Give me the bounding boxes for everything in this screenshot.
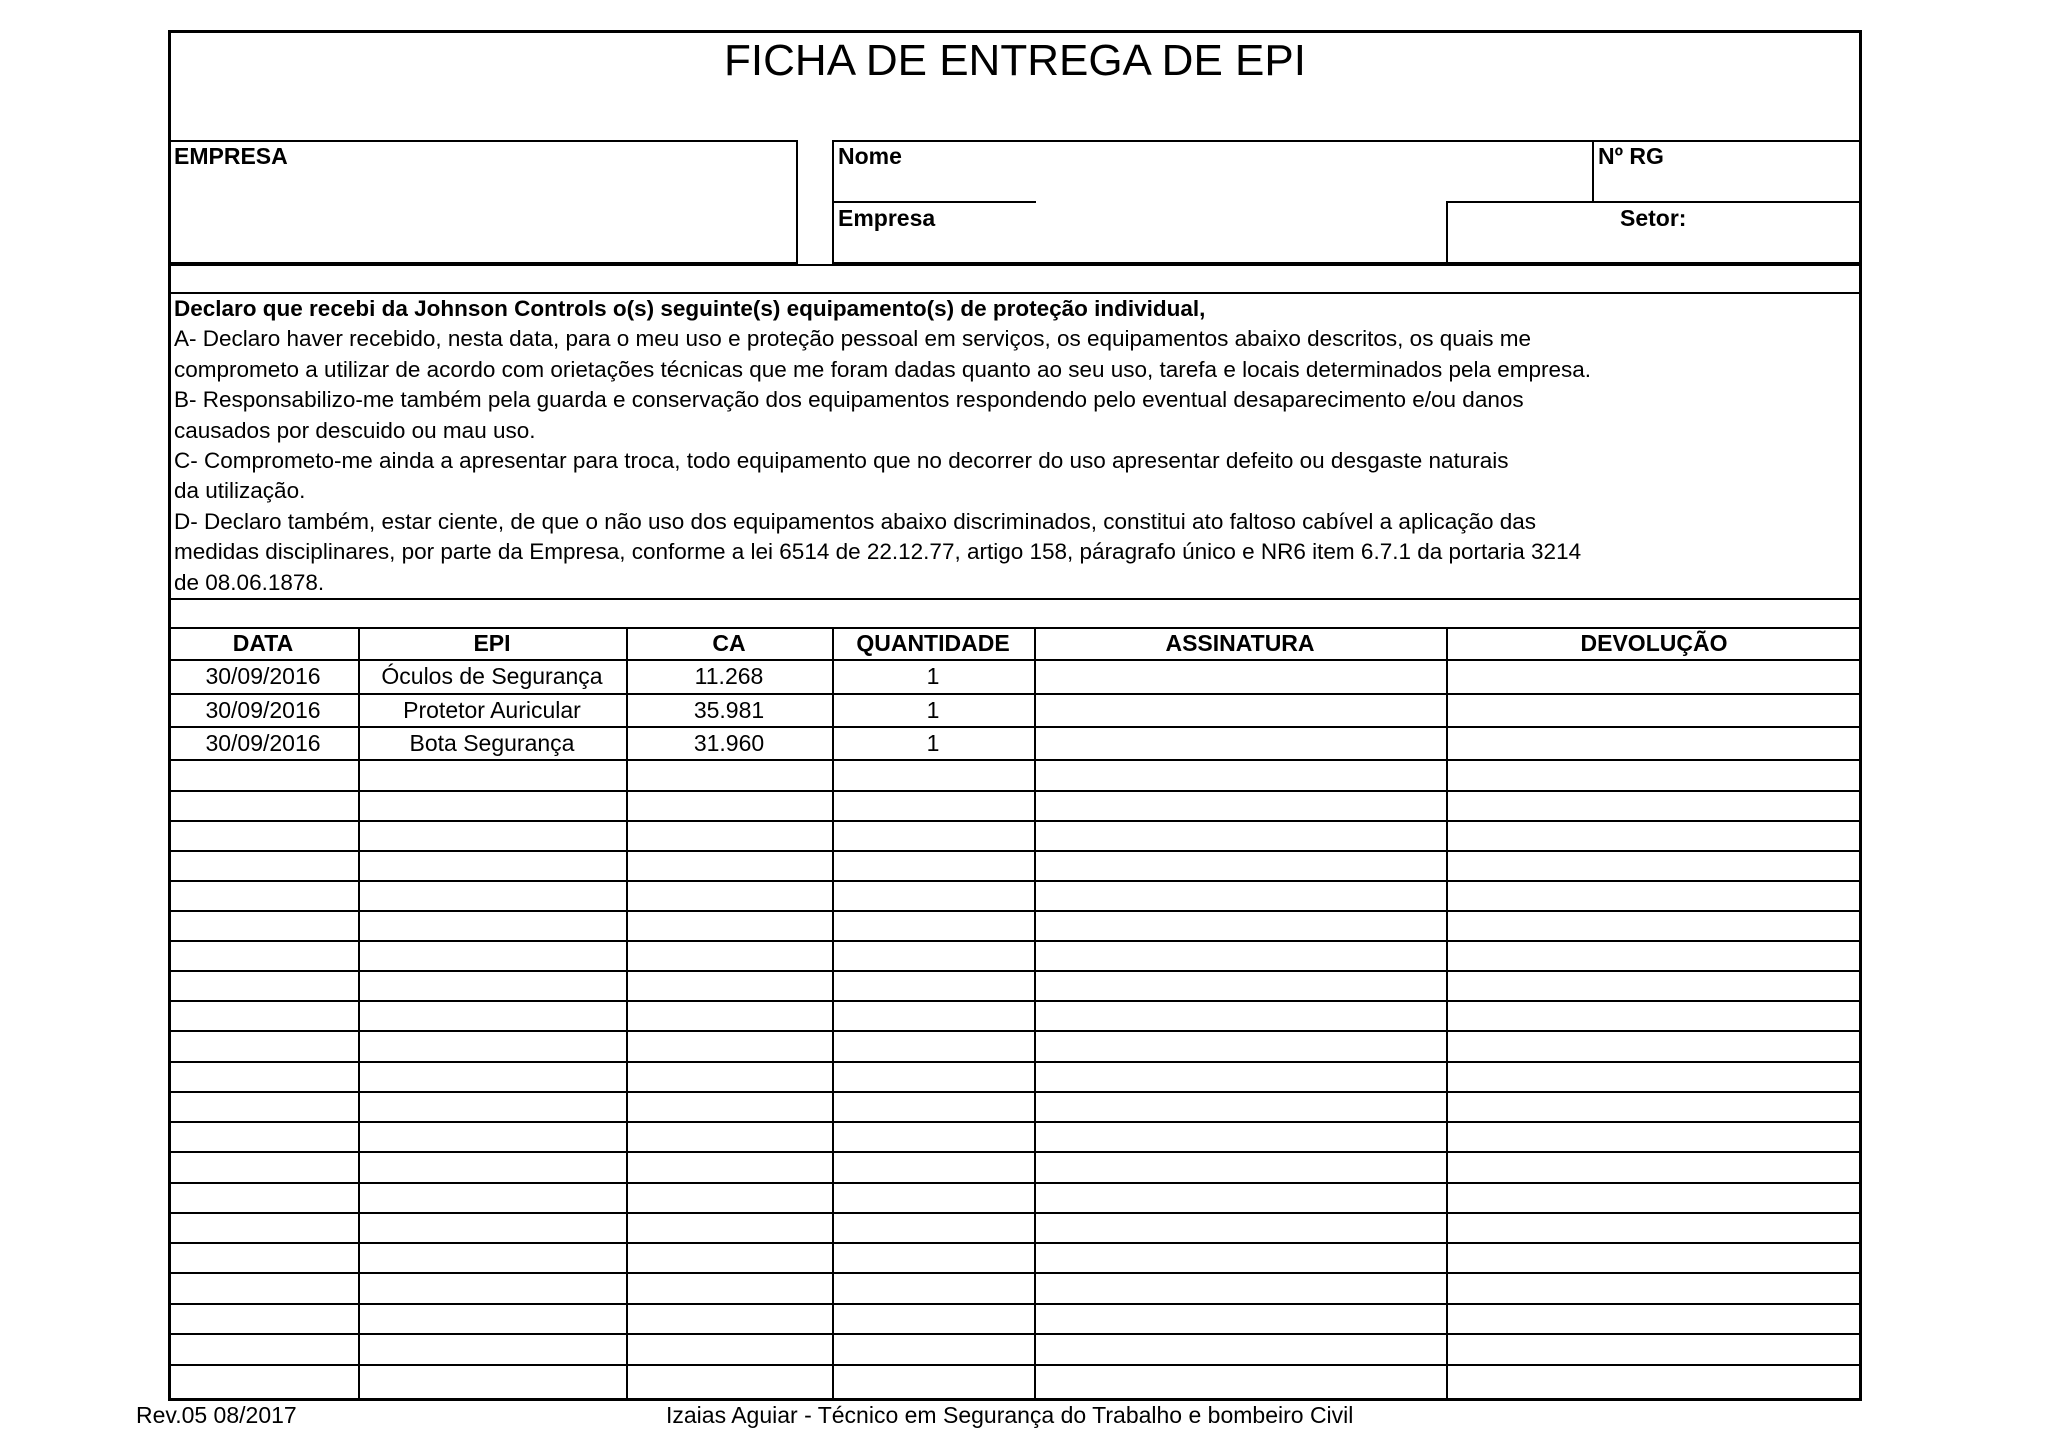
table-row-divider [168, 1151, 1862, 1153]
table-cell-ca: 31.960 [693, 730, 765, 756]
table-row-divider [168, 820, 1862, 822]
rg-divider [1592, 140, 1594, 202]
table-cell-devolucao[interactable] [1446, 727, 1862, 760]
rg-label: Nº RG [1598, 143, 1664, 169]
table-cell-data: 30/09/2016 [205, 730, 321, 756]
table-cell-data: 30/09/2016 [205, 697, 321, 723]
declaration-line: de 08.06.1878. [174, 569, 325, 595]
column-header-data: DATA [232, 630, 294, 656]
author-note: Izaias Aguiar - Técnico em Segurança do Trabalho e bombeiro Civil [666, 1402, 1354, 1428]
table-row-divider [168, 1303, 1862, 1305]
table-cell-quantidade: 1 [926, 663, 940, 689]
table-cell-quantidade: 1 [926, 730, 940, 756]
table-cell-assinatura[interactable] [1034, 727, 1446, 760]
revision-note: Rev.05 08/2017 [136, 1402, 297, 1428]
declaration-line: medidas disciplinares, por parte da Empresa, conforme a lei 6514 de 22.12.77, artigo 158, páragrafo único e NR6 item 6.7.1 da portaria 3214 [174, 539, 1582, 565]
table-row-divider [168, 880, 1862, 882]
setor-label: Setor: [1620, 205, 1687, 231]
declaration-line: B- Responsabilizo-me também pela guarda e conservação dos equipamentos respondendo pelo eventual desaparecimento e/ou danos [174, 387, 1524, 413]
column-header-ca: CA [712, 630, 746, 656]
table-cell-epi: Protetor Auricular [403, 697, 581, 723]
table-cell-assinatura[interactable] [1034, 660, 1446, 693]
table-row-divider [168, 1272, 1862, 1274]
declaration-line: causados por descuido ou mau uso. [174, 417, 536, 443]
setor-divider [1446, 201, 1448, 264]
table-cell-ca: 35.981 [693, 697, 765, 723]
declaration-line: Declaro que recebi da Johnson Controls o(s) seguinte(s) equipamento(s) de proteção individual, [174, 296, 1206, 321]
empresa-right-label: Empresa [838, 205, 936, 231]
setor-topline [1446, 201, 1862, 203]
table-cell-ca: 11.268 [694, 663, 764, 689]
table-row-divider [168, 910, 1862, 912]
column-header-quantidade: QUANTIDADE [856, 630, 1010, 656]
nome-label: Nome [838, 143, 902, 169]
declaration-bottomline-1 [168, 598, 1862, 600]
table-row-divider [168, 1242, 1862, 1244]
table-cell-data: 30/09/2016 [205, 663, 321, 689]
table-cell-epi: Bota Segurança [409, 730, 575, 756]
form-title: FICHA DE ENTREGA DE EPI [724, 36, 1306, 85]
table-row-divider [168, 1333, 1862, 1335]
table-row-divider [168, 1030, 1862, 1032]
table-row-divider [168, 1061, 1862, 1063]
table-row-divider [168, 1364, 1862, 1366]
declaration-topline-1 [168, 264, 1862, 266]
table-cell-quantidade: 1 [926, 697, 940, 723]
table-row-divider [168, 1182, 1862, 1184]
declaration-line: comprometo a utilizar de acordo com orietações técnicas que me foram dadas quanto ao seu uso, tarefa e locais determinados pela empresa. [174, 356, 1592, 382]
table-cell-assinatura[interactable] [1034, 694, 1446, 727]
declaration-line: A- Declaro haver recebido, nesta data, para o meu uso e proteção pessoal em serviços, os equipamentos abaixo descritos, os quais me [174, 326, 1531, 352]
declaration-line: D- Declaro também, estar ciente, de que o não uso dos equipamentos abaixo discriminados, constitui ato faltoso cabível a aplicação das [174, 508, 1537, 534]
table-row-divider [168, 850, 1862, 852]
table-cell-devolucao[interactable] [1446, 660, 1862, 693]
declaration-text [174, 294, 1854, 598]
nome-underline [832, 201, 1036, 203]
table-row-divider [168, 970, 1862, 972]
table-row-divider [168, 1000, 1862, 1002]
column-header-devolucao: DEVOLUÇÃO [1580, 630, 1728, 656]
table-row-divider [168, 1212, 1862, 1214]
table-row-divider [168, 790, 1862, 792]
declaration-line: da utilização. [174, 478, 306, 504]
table-row-divider [168, 1091, 1862, 1093]
table-row-divider [168, 940, 1862, 942]
column-header-epi: EPI [473, 630, 511, 656]
table-cell-devolucao[interactable] [1446, 694, 1862, 727]
column-header-assinatura: ASSINATURA [1165, 630, 1315, 656]
empresa-left-label: EMPRESA [174, 143, 288, 169]
table-row-divider [168, 1121, 1862, 1123]
declaration-line: C- Comprometo-me ainda a apresentar para troca, todo equipamento que no decorrer do uso apresentar defeito ou desgaste naturais [174, 448, 1509, 474]
table-cell-epi: Óculos de Segurança [381, 663, 603, 689]
